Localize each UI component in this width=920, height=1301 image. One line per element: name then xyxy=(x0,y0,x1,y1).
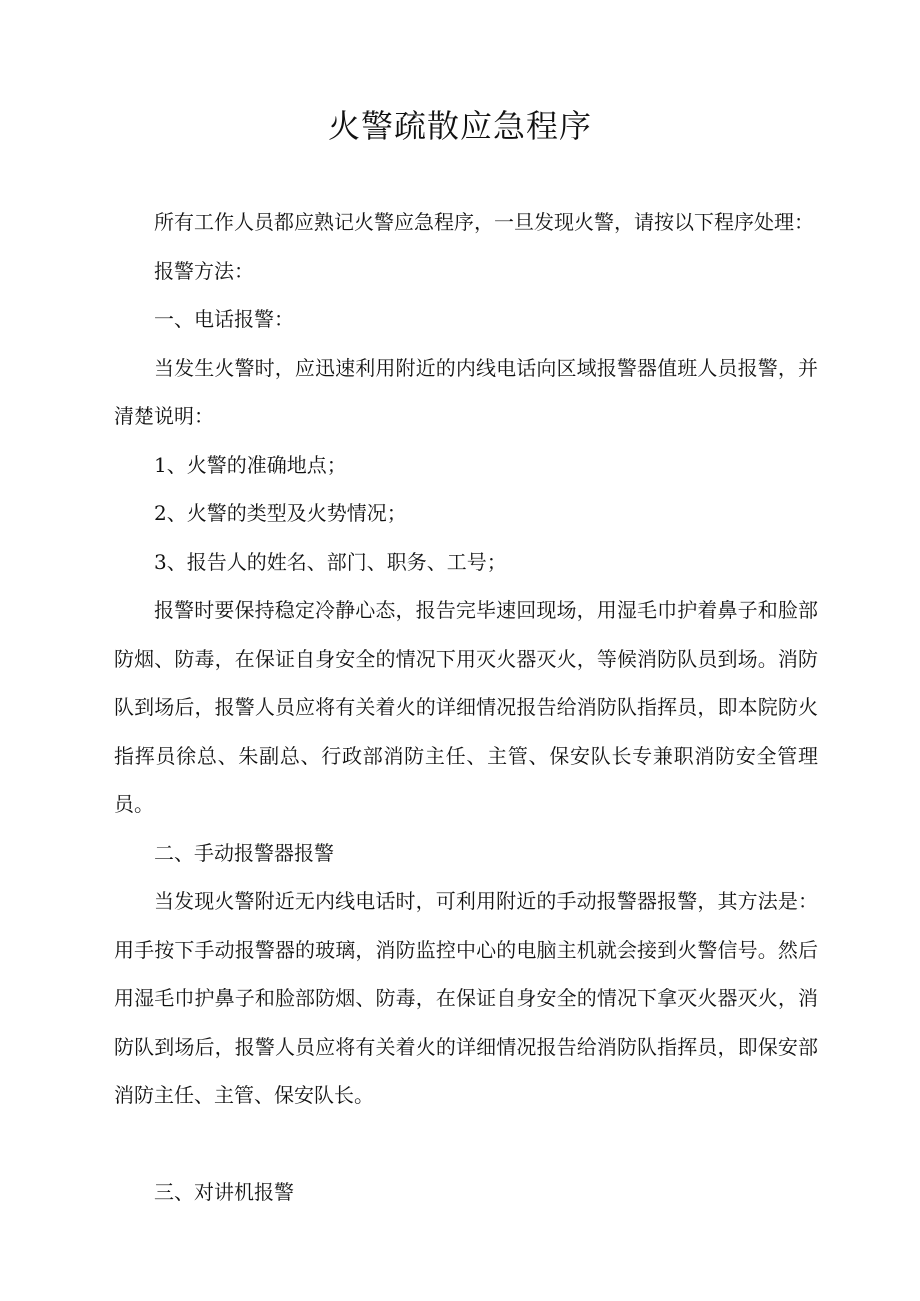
paragraph-manual-alarm: 当发现火警附近无内线电话时，可利用附近的手动报警器报警，其方法是：用手按下手动报警器的玻璃，消防监控中心的电脑主机就会接到火警信号。然后用湿毛巾护鼻子和脸部防烟、防毒，在保证自身安全的情况下拿灭火器灭火，消防队到场后，报警人员应将有关着火的详细情况报告给消防队指挥员，即保安部消防主任、主管、保安队长。 xyxy=(114,889,818,1107)
paragraph-phone-alarm: 当发生火警时，应迅速利用附近的内线电话向区域报警器值班人员报警，并清楚说明： xyxy=(114,355,818,428)
list-item-location: 1、火警的准确地点； xyxy=(154,452,347,477)
section-label-alarm-methods: 报警方法： xyxy=(154,258,254,283)
heading-radio-alarm: 三、对讲机报警 xyxy=(154,1179,294,1204)
document-title: 火警疏散应急程序 xyxy=(327,107,592,145)
paragraph-alarm-conduct: 报警时要保持稳定冷静心态，报告完毕速回现场，用湿毛巾护着鼻子和脸部防烟、防毒，在保证自身安全的情况下用灭火器灭火，等候消防队员到场。消防队到场后，报警人员应将有关着火的详细情况报告给消防队指挥员，即本院防火指挥员徐总、朱副总、行政部消防主任、主管、保安队长专兼职消防安全管理员。 xyxy=(114,598,818,816)
list-item-fire-type: 2、火警的类型及火势情况； xyxy=(154,501,407,525)
intro-paragraph: 所有工作人员都应熟记火警应急程序，一旦发现火警，请按以下程序处理： xyxy=(154,210,814,234)
heading-manual-alarm: 二、手动报警器报警 xyxy=(154,840,334,865)
document-body xyxy=(114,198,818,1216)
list-item-reporter-info: 3、报告人的姓名、部门、职务、工号； xyxy=(154,549,507,574)
heading-phone-alarm: 一、电话报警： xyxy=(154,307,294,331)
